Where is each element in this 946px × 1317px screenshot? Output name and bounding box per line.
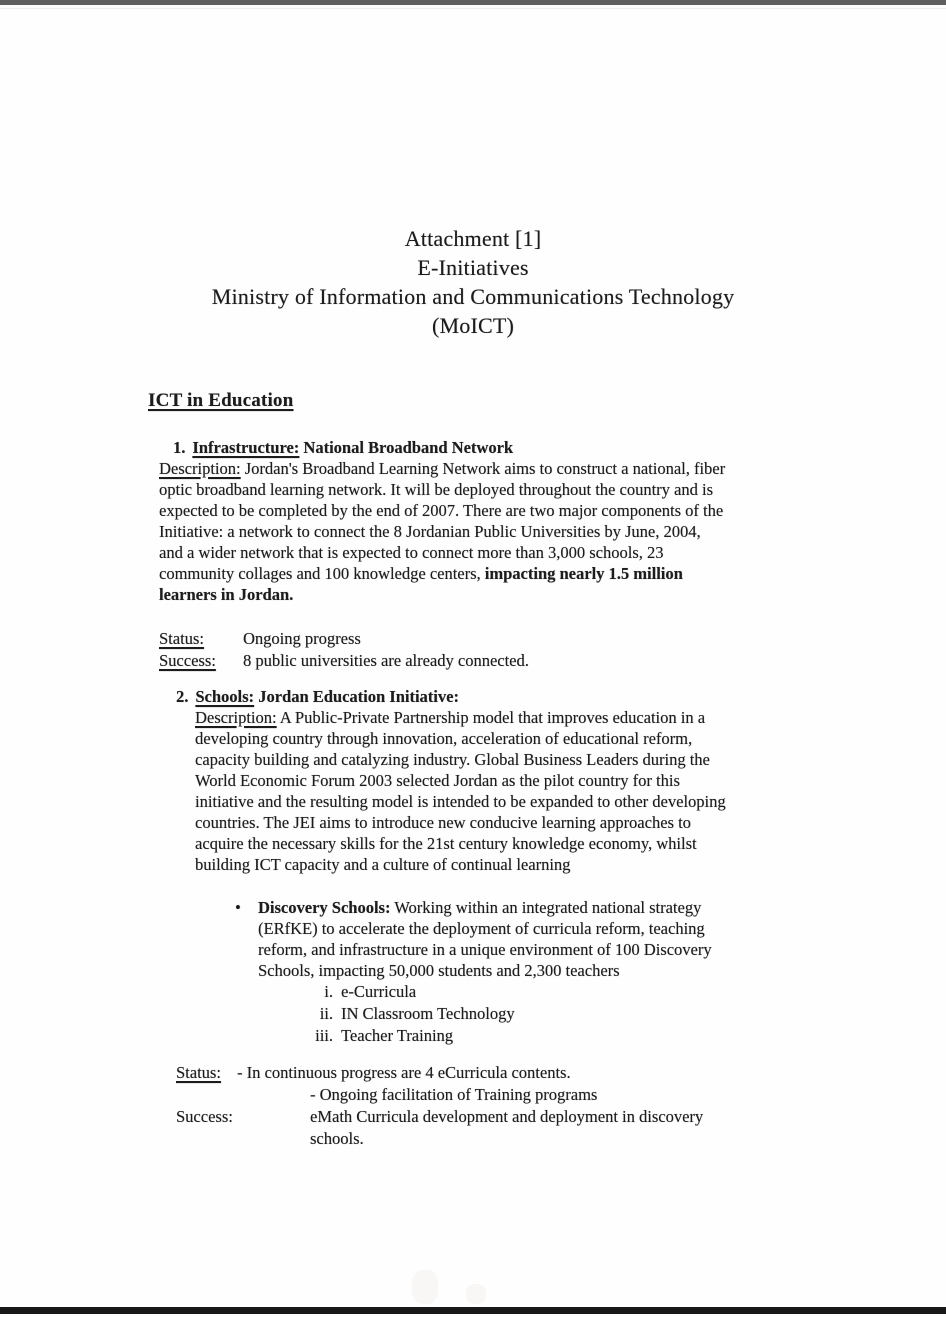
description-line: initiative and the resulting model is intended to be expanded to other developing [195,792,726,811]
bullet-line: Schools, impacting 50,000 students and 2,300 teachers [258,961,620,980]
status-row-continued [176,1084,836,1106]
bullet-label: Discovery Schools: [258,898,391,917]
description-line: World Economic Forum 2003 selected Jordan as the pilot country for this [195,771,680,790]
list-item-1-infrastructure [159,437,839,672]
description-label: Description: [159,459,241,478]
description-line: expected to be completed by the end of 2007. There are two major components of the [159,501,724,520]
title-line-attachment: Attachment [1] [404,226,542,251]
description-line: Initiative: a network to connect the 8 Jordanian Public Universities by June, 2004, [159,522,701,541]
bullet-line: reform, and infrastructure in a unique environment of 100 Discovery [258,940,712,959]
success-value: eMath Curricula development and deployment in discovery [310,1107,704,1126]
status-row [176,1062,836,1084]
description-line: and a wider network that is expected to connect more than 3,000 schools, 23 [159,543,664,562]
bullet-icon: • [235,898,241,917]
status-value: - Ongoing facilitation of Training programs [310,1085,598,1104]
scan-smudge [466,1284,486,1304]
item-1-number: 1. [173,438,186,457]
item-2-description [195,707,836,875]
description-line: capacity building and catalyzing industry. Global Business Leaders during the [195,750,710,769]
success-row [159,650,839,672]
status-value: Ongoing progress [243,629,361,648]
roman-item-text: Teacher Training [341,1026,454,1045]
title-line-e-initiatives: E-Initiatives [417,255,529,280]
description-line: Jordan's Broadband Learning Network aims to construct a national, fiber [240,459,726,478]
roman-marker: ii. [319,1004,333,1023]
scan-edge-top [0,0,946,5]
item-1-title-keyword: Infrastructure: [192,438,300,457]
status-value: - In continuous progress are 4 eCurricula contents. [237,1063,571,1082]
item-2-title-keyword: Schools: [195,687,255,706]
roman-marker: i. [324,982,333,1001]
item-2-title-rest: Jordan Education Initiative: [254,687,459,706]
section-heading-ict-in-education: ICT in Education [148,390,294,411]
discovery-schools-bullet [235,897,836,981]
bullet-line: Working within an integrated national strategy [390,898,702,917]
success-value: 8 public universities are already connected. [243,651,529,670]
description-line: community collages and 100 knowledge centers, [159,564,485,583]
scan-artifact-line [0,8,946,9]
description-line: optic broadband learning network. It will be deployed throughout the country and is [159,480,713,499]
roman-item-text: IN Classroom Technology [341,1004,515,1023]
list-item-2-schools [176,686,836,1150]
item-2-heading [176,686,836,707]
description-line: developing country through innovation, acceleration of educational reform, [195,729,693,748]
success-row [176,1106,836,1128]
description-line: A Public-Private Partnership model that improves education in a [276,708,706,727]
scan-smudge [412,1270,438,1304]
description-bold-phrase: learners in Jordan. [159,585,294,604]
success-row-continued [176,1128,836,1150]
roman-item-text: e-Curricula [341,982,417,1001]
item-2-status-block [176,1062,836,1150]
status-row [159,628,839,650]
description-line: countries. The JEI aims to introduce new conducive learning approaches to [195,813,691,832]
success-value: schools. [310,1129,364,1148]
roman-marker: iii. [315,1026,333,1045]
description-line: building ICT capacity and a culture of continual learning [195,855,571,874]
scan-edge-bottom [0,1307,946,1314]
description-line: acquire the necessary skills for the 21st century knowledge economy, whilst [195,834,697,853]
list-item [311,1003,836,1025]
item-1-heading [159,437,839,458]
roman-numeral-list [176,981,836,1047]
description-bold-phrase: impacting nearly 1.5 million [484,564,683,583]
success-label: Success: [159,651,216,670]
success-label: Success: [176,1107,233,1126]
item-1-title-rest: National Broadband Network [299,438,514,457]
discovery-schools-text [258,897,836,981]
item-2-number: 2. [176,687,189,706]
list-item [311,981,836,1003]
status-label: Status: [159,629,204,648]
title-line-ministry: Ministry of Information and Communications Technology [211,284,735,309]
list-item [311,1025,836,1047]
bullet-line: (ERfKE) to accelerate the deployment of curricula reform, teaching [258,919,705,938]
item-1-description [159,458,839,605]
document-title [0,224,946,340]
title-line-moict: (MoICT) [431,313,515,338]
status-label: Status: [176,1063,221,1082]
description-label: Description: [195,708,277,727]
item-1-status-block [159,628,839,672]
